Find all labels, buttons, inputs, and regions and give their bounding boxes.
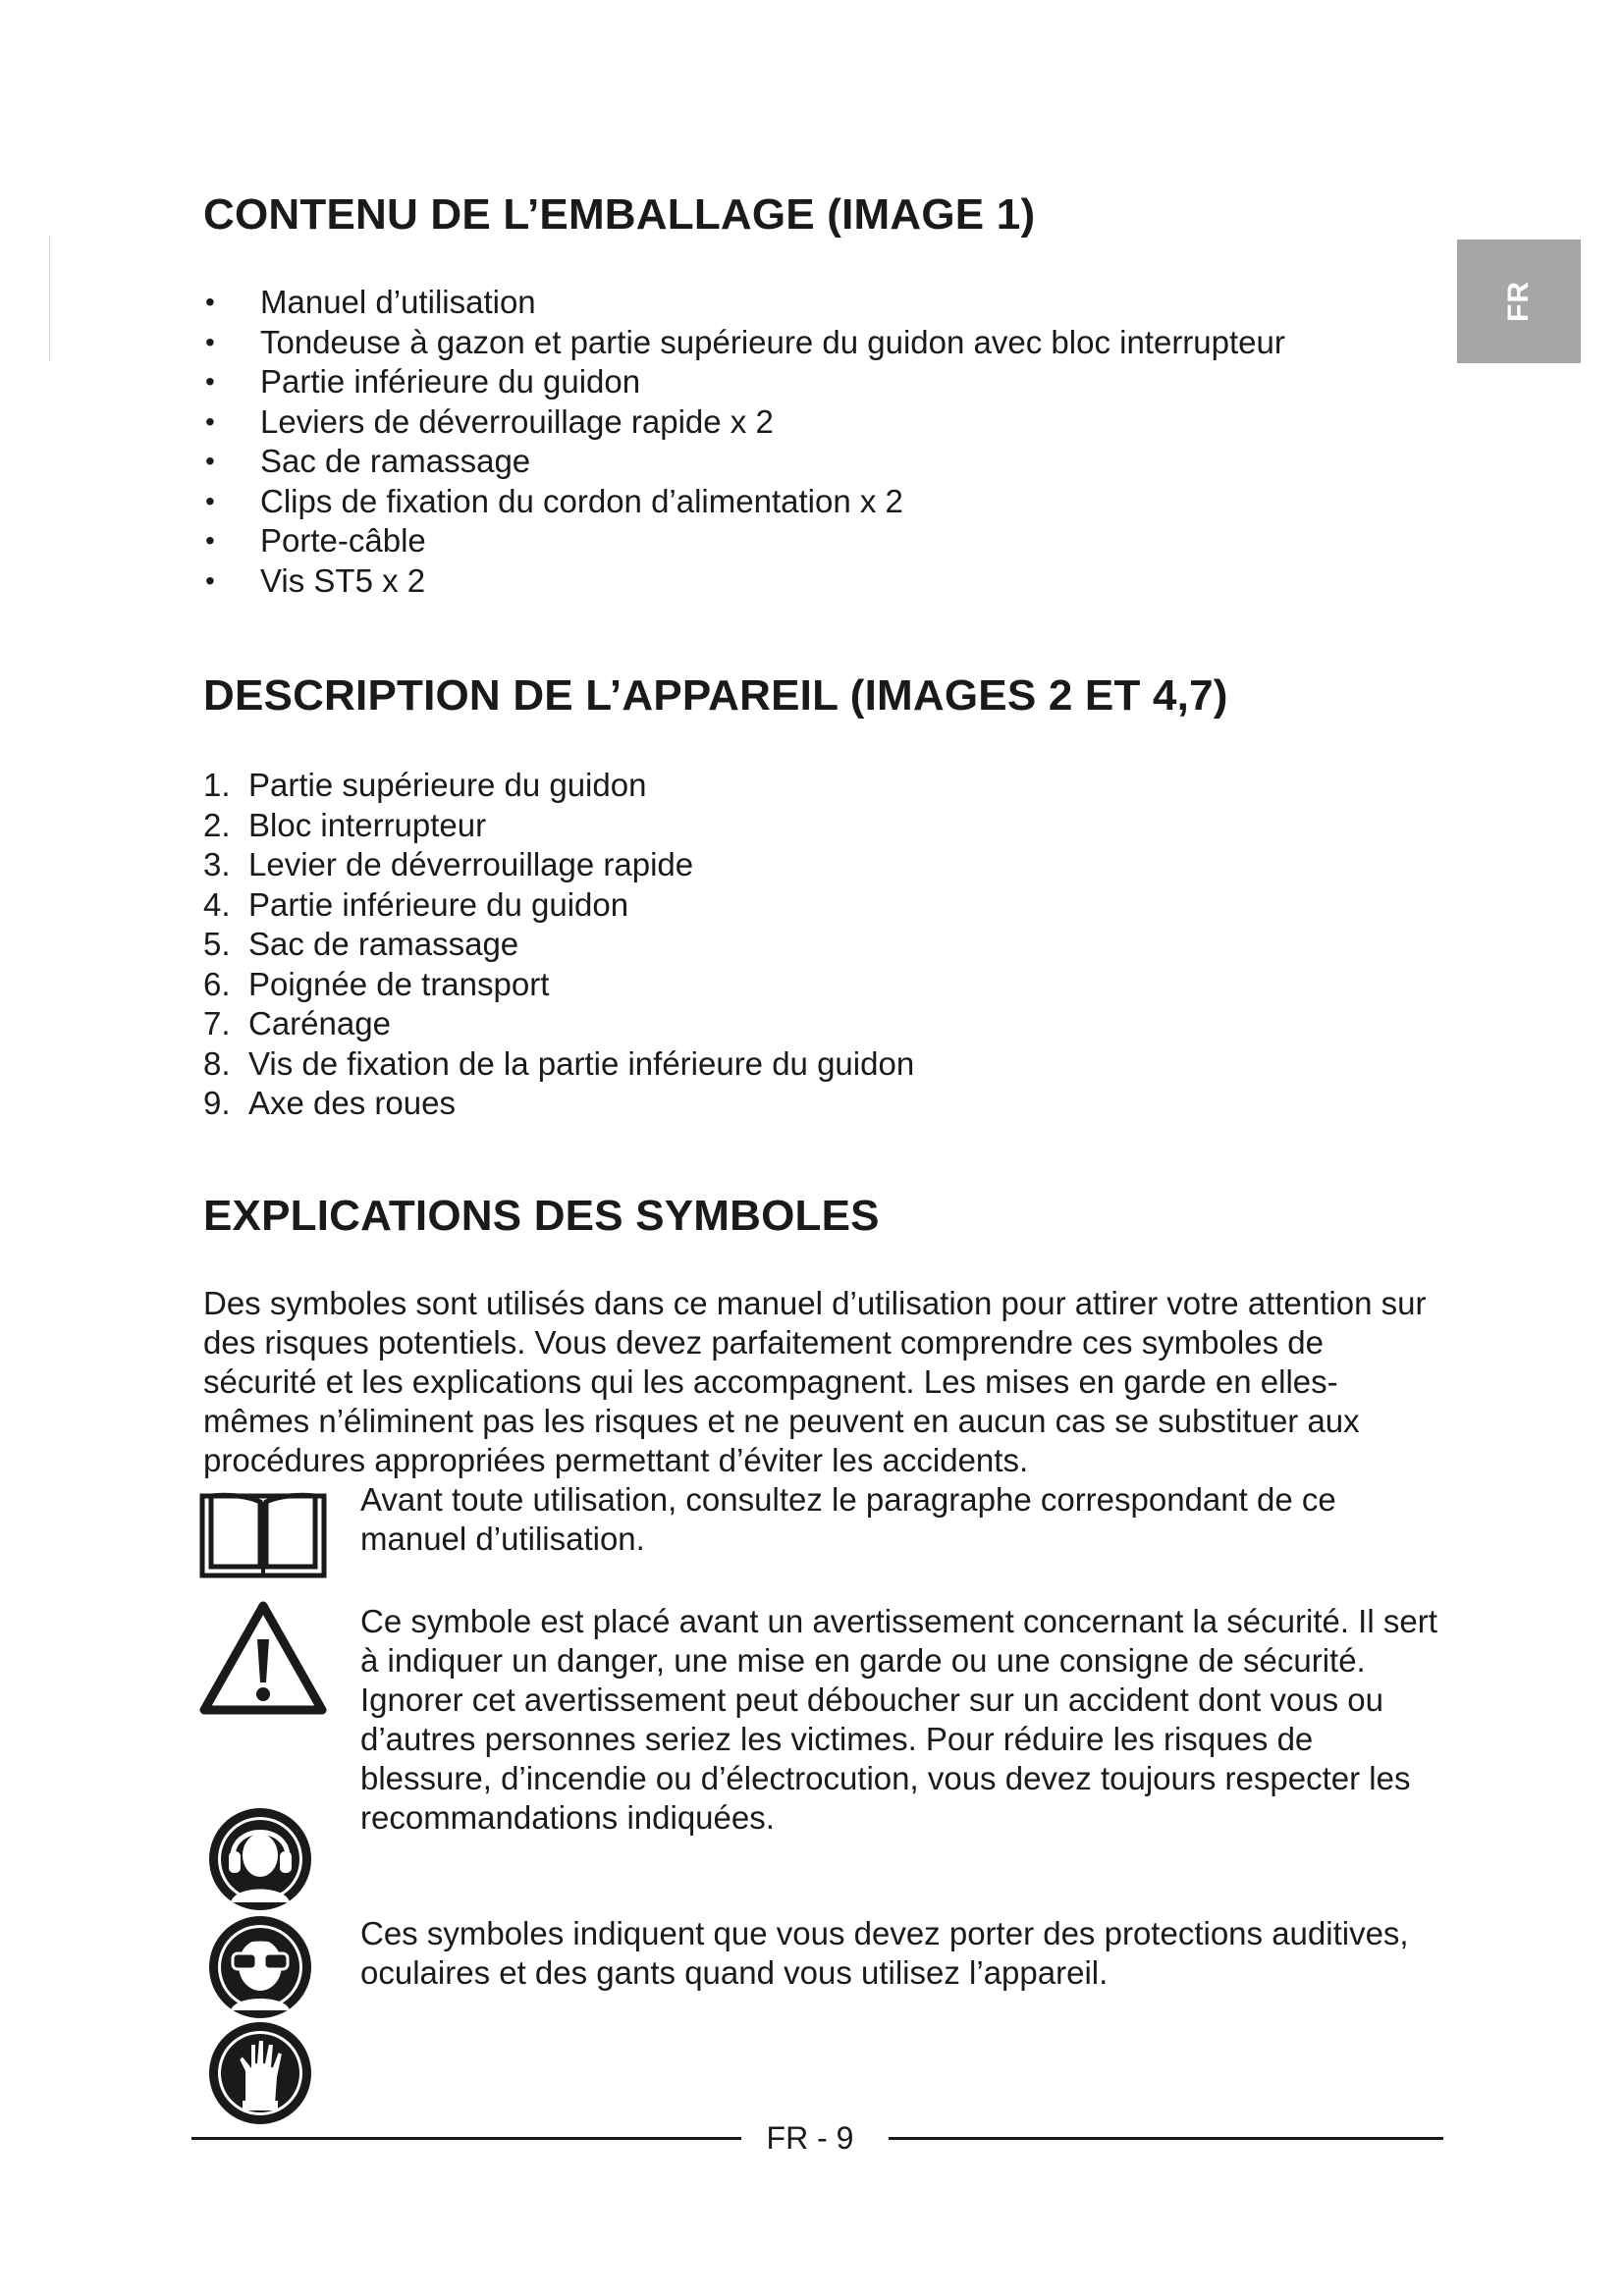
contents-list: [203, 283, 1285, 601]
list-item: 7. Carénage: [203, 1005, 391, 1041]
language-tab-label: FR: [1502, 281, 1535, 322]
language-tab: [1457, 240, 1581, 363]
ppe-symbol-text: Ces symboles indiquent que vous devez porter des protections auditives, oculaires et des gants quand vous utilisez l’appareil.: [360, 1915, 1409, 1991]
list-item: 3. Levier de déverrouillage rapide: [203, 846, 694, 882]
list-item: • Porte-câble: [203, 521, 1285, 561]
gloves-icon: [207, 2020, 313, 2126]
list-item: 5. Sac de ramassage: [203, 926, 519, 962]
list-item: 1. Partie supérieure du guidon: [203, 767, 647, 803]
list-item: • Sac de ramassage: [203, 442, 1285, 482]
eye-protection-icon: [207, 1914, 313, 2020]
symbols-heading: EXPLICATIONS DES SYMBOLES: [203, 1192, 880, 1240]
list-item: 4. Partie inférieure du guidon: [203, 885, 629, 923]
list-item: • Manuel d’utilisation: [203, 283, 1285, 323]
list-item: 6. Poignée de transport: [203, 965, 550, 1002]
description-list: [203, 766, 914, 1124]
footer-rule-left: [191, 2137, 741, 2140]
symbols-intro: Des symboles sont utilisés dans ce manuel d’utilisation pour attirer votre attention sur des risques potentiels. Vous devez parfaitement comprendre ces symboles de sécurité et les explications qui les accompagnent. Les mises en garde en elles-mêmes n’éliminent pas les risques et ne peuvent en aucun cas se substituer aux procédures appropriées permettant d’éviter les accidents.: [203, 1285, 1427, 1478]
list-item: • Tondeuse à gazon et partie supérieure du guidon avec bloc interrupteur: [203, 323, 1285, 363]
list-item: 8. Vis de fixation de la partie inférieure du guidon: [203, 1044, 915, 1082]
manual-symbol-text: Avant toute utilisation, consultez le paragraphe correspondant de ce manuel d’utilisation.: [360, 1481, 1336, 1557]
ear-protection-icon: [207, 1806, 313, 1912]
warning-triangle-icon: [199, 1600, 327, 1716]
book-icon: [199, 1488, 327, 1578]
list-item: 2. Bloc interrupteur: [203, 806, 487, 843]
list-item: • Vis ST5 x 2: [203, 561, 1285, 602]
list-item: 9. Axe des roues: [203, 1085, 456, 1121]
warning-symbol-text: Ce symbole est placé avant un avertissement concernant la sécurité. Il sert à indiquer un danger, une mise en garde ou une consigne de sécurité. Ignorer cet avertissement peut déboucher sur un accident dont vous ou d’autres personnes seriez les victimes. Pour réduire les risques de blessure, d’incendie ou d’électrocution, vous devez toujours respecter les recommandations indiquées.: [360, 1603, 1437, 1836]
list-item: • Clips de fixation du cordon d’alimentation x 2: [203, 482, 1285, 522]
description-heading: DESCRIPTION DE L’APPAREIL (IMAGES 2 ET 4,7): [203, 671, 1228, 720]
contents-heading: CONTENU DE L’EMBALLAGE (IMAGE 1): [203, 190, 1036, 239]
margin-rule: [49, 236, 50, 361]
list-item: • Partie inférieure du guidon: [203, 362, 1285, 402]
footer-rule-right: [889, 2137, 1443, 2140]
page-number: FR - 9: [766, 2120, 854, 2156]
list-item: • Leviers de déverrouillage rapide x 2: [203, 402, 1285, 443]
